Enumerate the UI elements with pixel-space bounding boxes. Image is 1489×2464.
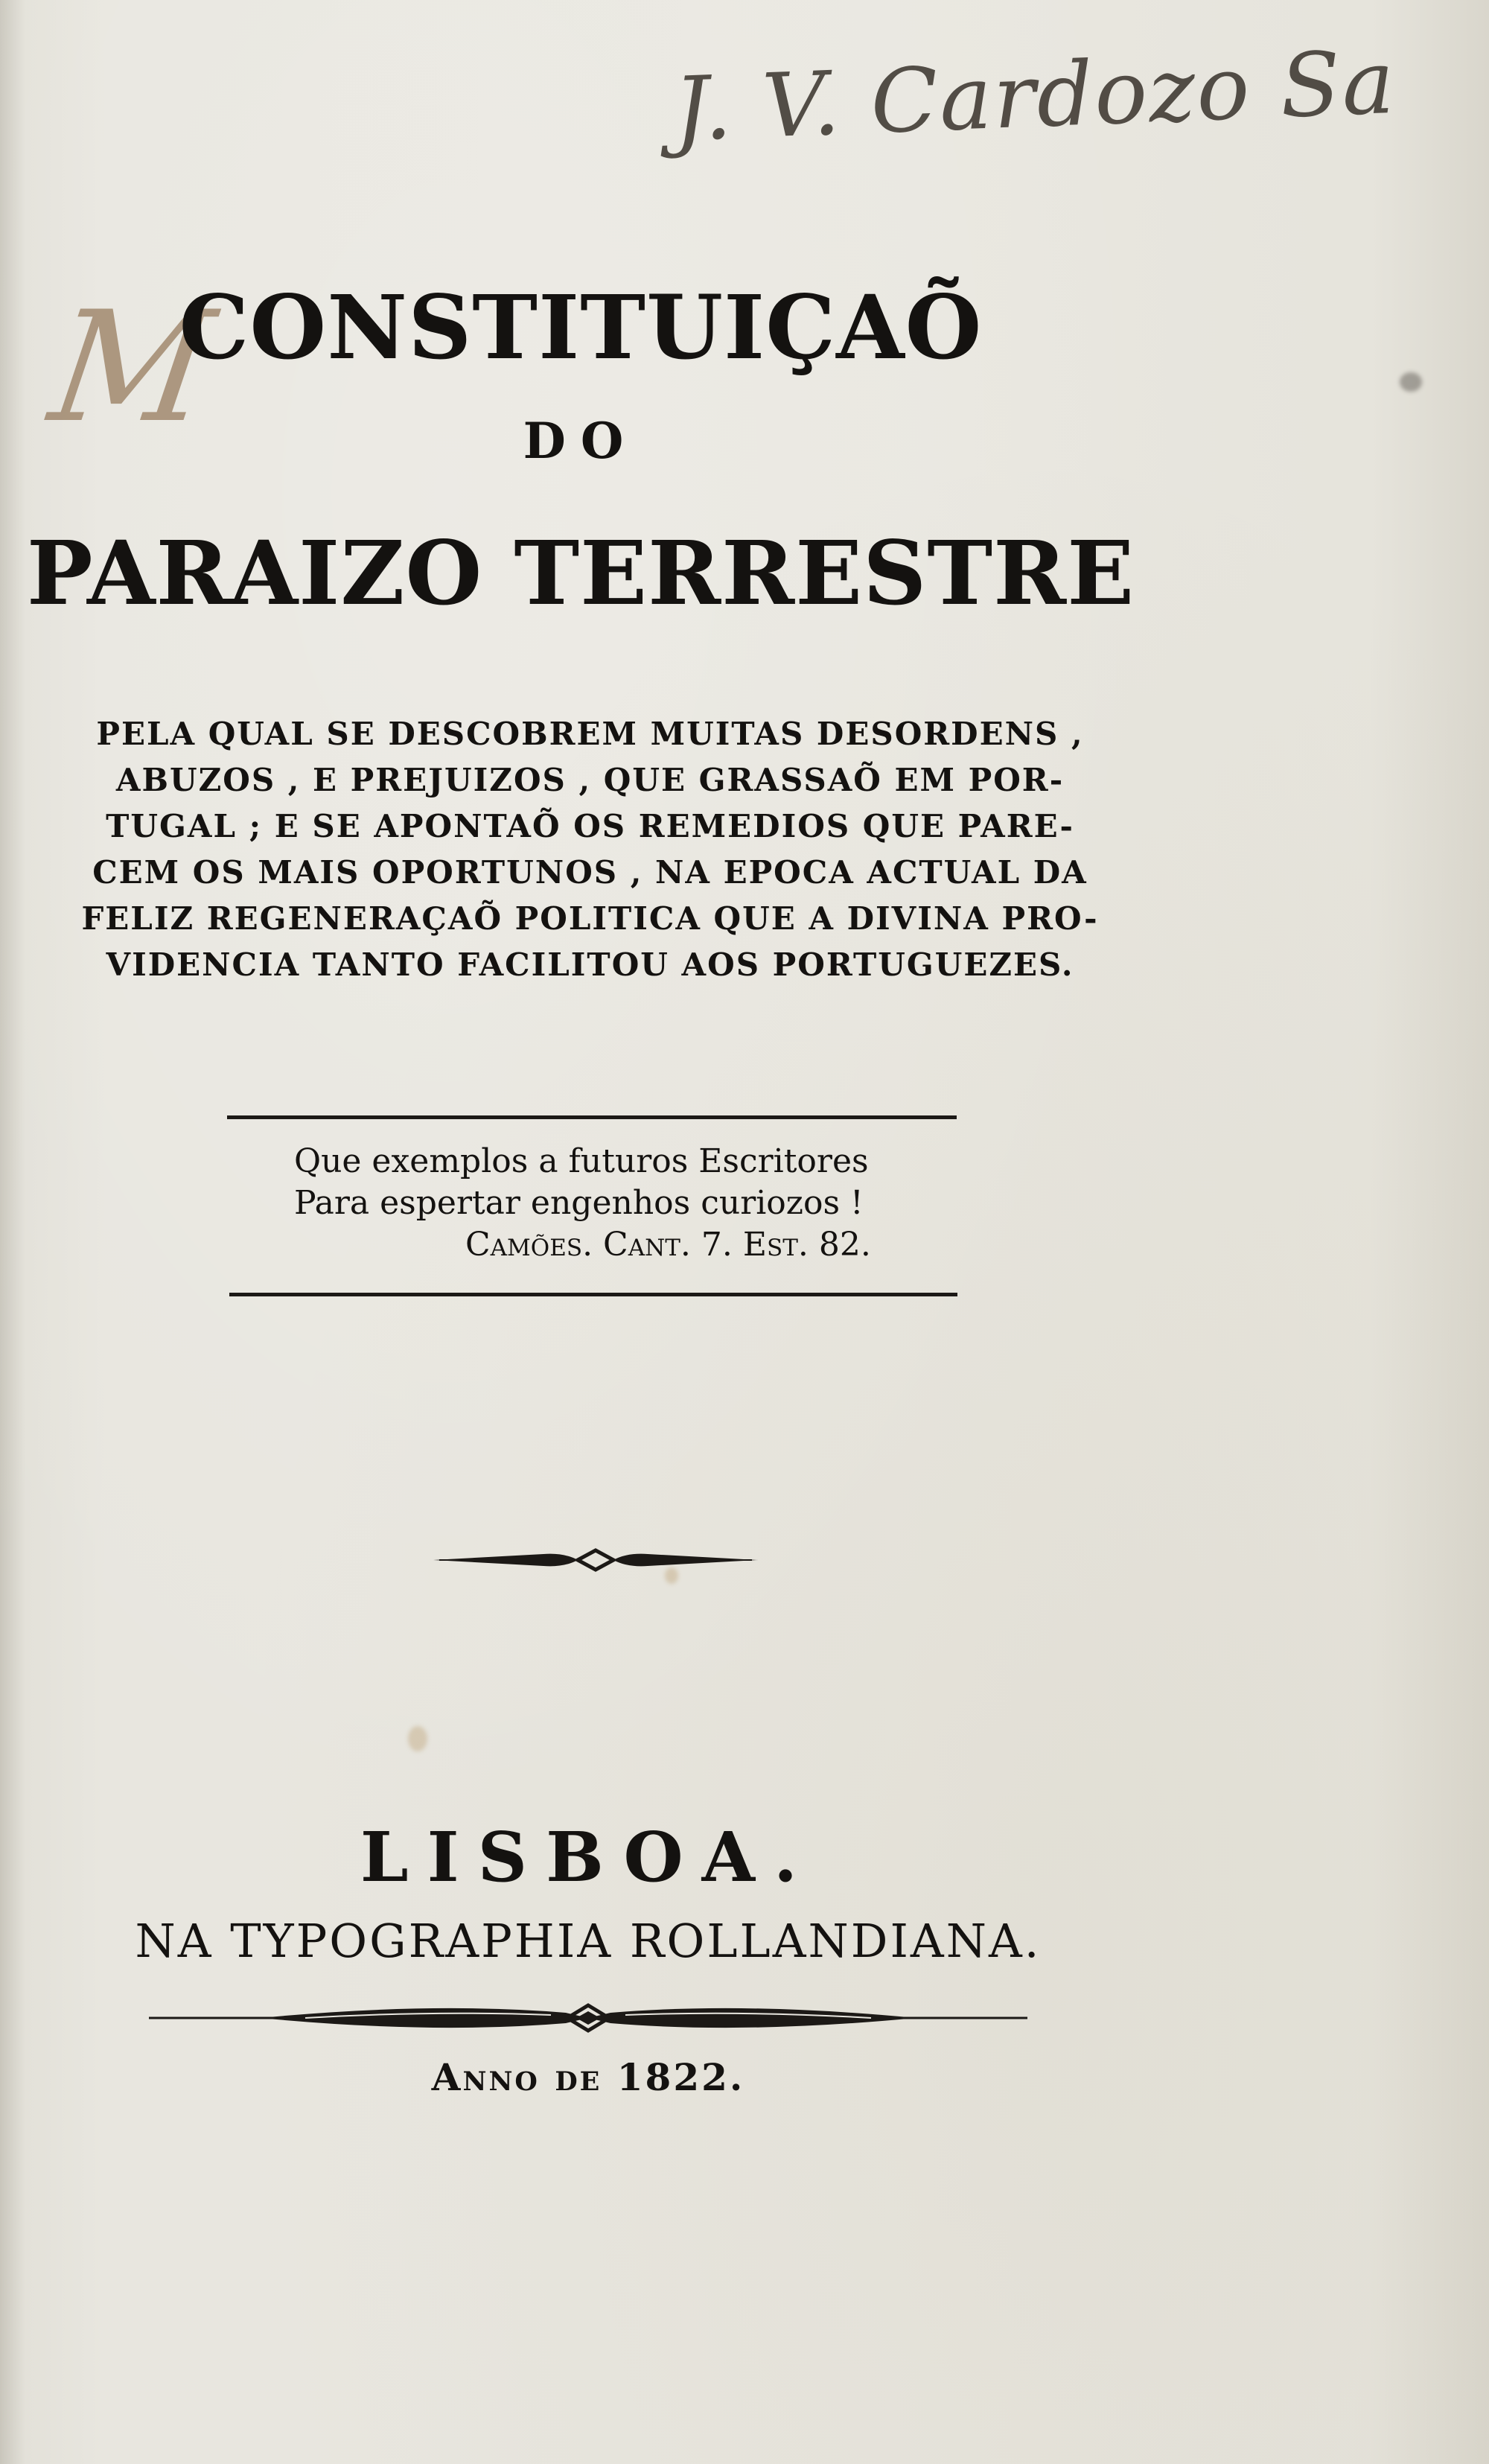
subtitle-line: FELIZ REGENERAÇAÕ POLITICA QUE A DIVINA PRO- xyxy=(81,900,1099,937)
subtitle-line: VIDENCIA TANTO FACILITOU AOS PORTUGUEZES. xyxy=(106,946,1074,983)
ornament-rule xyxy=(149,1996,1027,2040)
title-line-3: PARAIZO TERRESTRE xyxy=(26,521,1135,625)
epigraph xyxy=(294,1141,871,1266)
subtitle-line: TUGAL ; E SE APONTAÕ OS REMEDIOS QUE PARE- xyxy=(106,808,1074,844)
imprint-year: Anno de 1822. xyxy=(431,2055,745,2099)
foxing-stain xyxy=(1400,372,1422,392)
epigraph-bottom-rule xyxy=(229,1293,957,1296)
epigraph-line: Para espertar engenhos curiozos ! xyxy=(294,1184,864,1222)
subtitle-line: PELA QUAL SE DESCOBREM MUITAS DESORDENS , xyxy=(96,716,1084,752)
title-line-1: CONSTITUIÇAÕ xyxy=(179,276,983,379)
subtitle-line: CEM OS MAIS OPORTUNOS , NA EPOCA ACTUAL DA xyxy=(92,854,1088,891)
subtitle-line: ABUZOS , E PREJUIZOS , QUE GRASSAÕ EM POR- xyxy=(115,762,1065,798)
epigraph-top-rule xyxy=(227,1115,957,1119)
imprint-city: LISBOA. xyxy=(360,1817,817,1897)
handwritten-monogram: M xyxy=(41,279,223,456)
ornament-divider xyxy=(432,1541,759,1579)
imprint-printer: NA TYPOGRAPHIA ROLLANDIANA. xyxy=(135,1914,1042,1968)
handwritten-signature: J. V. Cardozo Sa xyxy=(672,30,1398,161)
epigraph-line: Que exemplos a futuros Escritores xyxy=(294,1142,869,1180)
subtitle-block xyxy=(71,711,1109,988)
foxing-stain xyxy=(408,1726,427,1751)
title-line-2: DO xyxy=(523,412,639,470)
epigraph-citation: Camões. Cant. 7. Est. 82. xyxy=(465,1226,871,1264)
